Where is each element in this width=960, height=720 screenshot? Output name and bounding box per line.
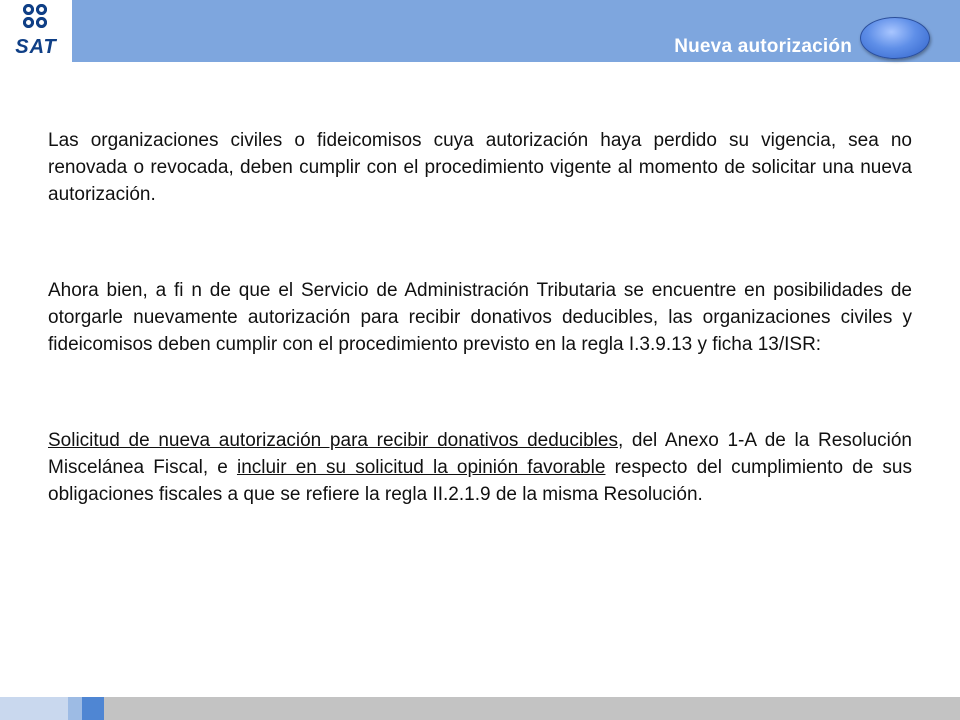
sat-logo-text: SAT (15, 36, 57, 58)
header-bar (72, 0, 960, 62)
footer-bar (0, 697, 960, 720)
solicitud-link[interactable]: Solicitud de nueva autorización para recibir donativos deducibles (48, 430, 618, 451)
sat-logo (0, 0, 72, 64)
footer-segment (68, 697, 82, 720)
paragraph-1: Las organizaciones civiles o fideicomisos cuya autorización haya perdido su vigencia, sea no renovada o revocada, deben cumplir con el procedimiento vigente al momento de solicitar una nueva autorización. (48, 130, 912, 205)
opinion-favorable-link[interactable]: incluir en su solicitud la opinión favorable (236, 457, 606, 478)
slide-body (48, 127, 912, 577)
slide-title: Nueva autorización (674, 36, 852, 57)
footer-segment (82, 697, 104, 720)
paragraph-3-text-1: , del Anexo 1-A de la Resolución Miscelánea Fiscal, e (48, 430, 912, 478)
footer-segment (0, 697, 68, 720)
sat-logo-icon (23, 4, 49, 32)
paragraph-3-text-2: respecto del cumplimiento de sus obligaciones fiscales a que se refiere la regla II.2.1.9 de la misma Resolución. (48, 457, 912, 505)
paragraph-3 (48, 427, 912, 508)
paragraph-2: Ahora bien, a fi n de que el Servicio de Administración Tributaria se encuentre en posibilidades de otorgarle nuevamente autorización para recibir donativos deducibles, las organizaciones civiles y fideicomisos deben cumplir con el procedimiento previsto en la regla I.3.9.13 y ficha 13/ISR: (48, 280, 912, 355)
footer-segment (104, 697, 960, 720)
header-oval-button[interactable] (860, 17, 930, 59)
